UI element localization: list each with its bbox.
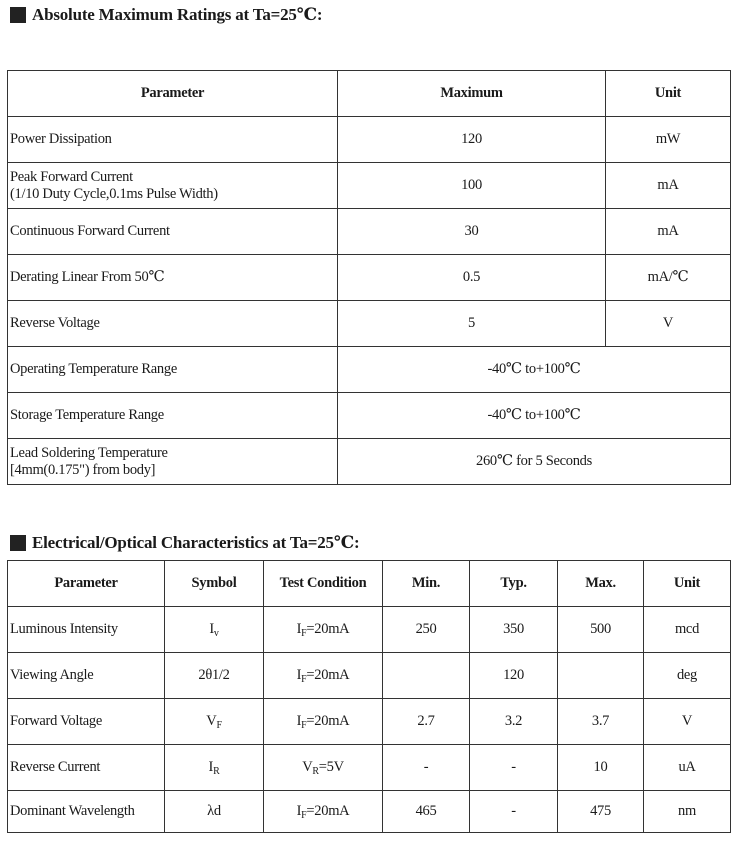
typ-cell: 350 — [470, 607, 558, 653]
unit-cell: uA — [644, 745, 731, 791]
condition-rest: =5V — [318, 759, 344, 775]
symbol-cell — [165, 607, 264, 653]
unit-cell: V — [606, 301, 731, 347]
abs-max-title-text: Absolute Maximum Ratings at Ta=25℃: — [32, 5, 323, 24]
min-cell: 465 — [383, 791, 470, 833]
condition-rest: =20mA — [306, 803, 350, 819]
table-header-row — [8, 71, 731, 117]
max-cell: 500 — [558, 607, 644, 653]
range-cell: -40℃ to+100℃ — [338, 347, 731, 393]
electro-optical-title-text: Electrical/Optical Characteristics at Ta=25℃: — [32, 533, 360, 552]
table-row — [8, 163, 731, 209]
abs-max-table — [7, 70, 731, 485]
header-min: Min. — [383, 561, 470, 607]
unit-cell: nm — [644, 791, 731, 833]
condition-sub: F — [301, 720, 307, 731]
min-cell: 250 — [383, 607, 470, 653]
square-bullet-icon — [10, 535, 26, 551]
header-unit: Unit — [606, 71, 731, 117]
table-row — [8, 117, 731, 163]
header-parameter: Parameter — [8, 561, 165, 607]
param-cell — [8, 393, 338, 439]
symbol-sub: F — [216, 720, 222, 731]
max-cell: 0.5 — [338, 255, 606, 301]
condition-sub: F — [301, 628, 307, 639]
max-cell: 5 — [338, 301, 606, 347]
max-cell: 3.7 — [558, 699, 644, 745]
condition-base: I — [296, 803, 302, 819]
table-row — [8, 699, 731, 745]
unit-cell: mA — [606, 163, 731, 209]
param-cell: Forward Voltage — [8, 699, 165, 745]
condition-base: I — [296, 667, 302, 683]
condition-cell — [264, 745, 383, 791]
max-cell — [558, 653, 644, 699]
condition-cell — [264, 653, 383, 699]
param-text: Peak Forward Current — [10, 168, 133, 185]
electro-optical-title — [10, 533, 359, 553]
condition-base: I — [296, 621, 302, 637]
min-cell: 2.7 — [383, 699, 470, 745]
max-cell: 30 — [338, 209, 606, 255]
param-cell — [8, 301, 338, 347]
header-max: Max. — [558, 561, 644, 607]
condition-rest: =20mA — [306, 621, 350, 637]
param-text: Storage Temperature Range — [10, 407, 164, 423]
condition-base: I — [296, 713, 302, 729]
min-cell — [383, 653, 470, 699]
typ-cell: - — [470, 791, 558, 833]
square-bullet-icon — [10, 7, 26, 23]
table-row — [8, 347, 731, 393]
abs-max-title — [10, 5, 322, 25]
param-cell — [8, 163, 338, 209]
param-text: Operating Temperature Range — [10, 361, 177, 377]
condition-base: V — [302, 759, 313, 775]
table-row — [8, 301, 731, 347]
range-cell: 260℃ for 5 Seconds — [338, 439, 731, 485]
unit-cell: V — [644, 699, 731, 745]
symbol-base: I — [209, 621, 214, 637]
symbol-cell — [165, 745, 264, 791]
max-cell: 100 — [338, 163, 606, 209]
param-cell — [8, 347, 338, 393]
unit-cell: mA/℃ — [606, 255, 731, 301]
unit-cell: mA — [606, 209, 731, 255]
header-test-condition: Test Condition — [264, 561, 383, 607]
condition-cell — [264, 699, 383, 745]
symbol-cell — [165, 791, 264, 833]
param-cell: Dominant Wavelength — [8, 791, 165, 833]
param-cell: Viewing Angle — [8, 653, 165, 699]
param-subtext: (1/10 Duty Cycle,0.1ms Pulse Width) — [10, 185, 218, 202]
header-unit: Unit — [644, 561, 731, 607]
param-text: Reverse Voltage — [10, 315, 100, 331]
param-cell — [8, 439, 338, 485]
param-text: Continuous Forward Current — [10, 223, 170, 239]
condition-cell — [264, 791, 383, 833]
param-cell — [8, 255, 338, 301]
max-cell: 10 — [558, 745, 644, 791]
range-cell: -40℃ to+100℃ — [338, 393, 731, 439]
table-row — [8, 393, 731, 439]
param-cell: Reverse Current — [8, 745, 165, 791]
table-row — [8, 745, 731, 791]
table-row — [8, 209, 731, 255]
condition-sub: R — [312, 766, 319, 777]
typ-cell: 120 — [470, 653, 558, 699]
param-text: Power Dissipation — [10, 131, 112, 147]
min-cell: - — [383, 745, 470, 791]
header-typ: Typ. — [470, 561, 558, 607]
condition-sub: F — [301, 674, 307, 685]
header-parameter: Parameter — [8, 71, 338, 117]
condition-rest: =20mA — [306, 713, 350, 729]
param-cell — [8, 209, 338, 255]
symbol-sub: v — [213, 628, 219, 639]
typ-cell: - — [470, 745, 558, 791]
table-row — [8, 791, 731, 833]
unit-cell: deg — [644, 653, 731, 699]
param-text: Lead Soldering Temperature — [10, 444, 168, 461]
electro-optical-table — [7, 560, 731, 833]
typ-cell: 3.2 — [470, 699, 558, 745]
symbol-base: I — [208, 759, 214, 775]
symbol-cell — [165, 699, 264, 745]
table-row — [8, 439, 731, 485]
symbol-sub: R — [213, 766, 220, 777]
max-cell: 120 — [338, 117, 606, 163]
header-maximum: Maximum — [338, 71, 606, 117]
param-text: Derating Linear From 50℃ — [10, 269, 165, 285]
header-symbol: Symbol — [165, 561, 264, 607]
max-cell: 475 — [558, 791, 644, 833]
symbol-cell — [165, 653, 264, 699]
symbol-base: V — [206, 713, 217, 729]
condition-rest: =20mA — [306, 667, 350, 683]
unit-cell: mcd — [644, 607, 731, 653]
table-row — [8, 653, 731, 699]
unit-cell: mW — [606, 117, 731, 163]
param-cell — [8, 117, 338, 163]
symbol-base: λd — [207, 803, 221, 819]
table-row — [8, 255, 731, 301]
condition-cell — [264, 607, 383, 653]
param-cell: Luminous Intensity — [8, 607, 165, 653]
table-row — [8, 607, 731, 653]
param-subtext: [4mm(0.175") from body] — [10, 461, 156, 478]
condition-sub: F — [301, 810, 307, 821]
table-header-row — [8, 561, 731, 607]
symbol-base: 2θ1/2 — [198, 667, 230, 683]
